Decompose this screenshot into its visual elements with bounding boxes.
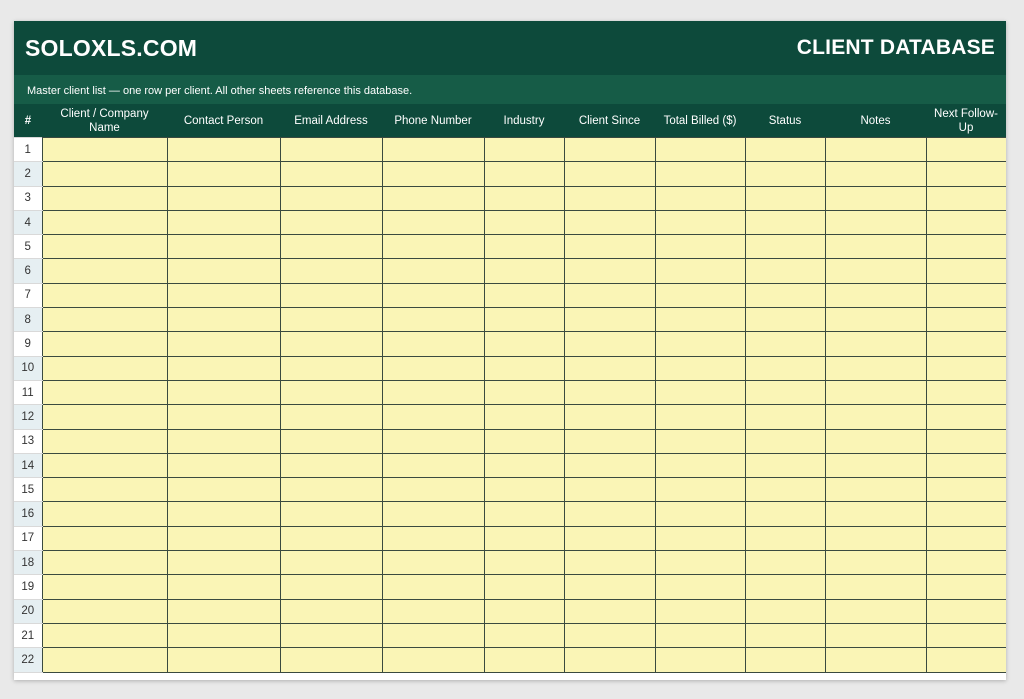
cell-client-since[interactable] xyxy=(564,380,655,404)
cell-email-address[interactable] xyxy=(280,235,382,259)
cell-client-company[interactable] xyxy=(42,429,167,453)
cell-next-follow-up[interactable] xyxy=(926,648,1006,672)
cell-client-since[interactable] xyxy=(564,599,655,623)
cell-next-follow-up[interactable] xyxy=(926,502,1006,526)
table-row xyxy=(14,235,1006,259)
cell-email-address[interactable] xyxy=(280,138,382,162)
cell-client-company[interactable] xyxy=(42,235,167,259)
row-number: 9 xyxy=(14,332,42,356)
cell-client-since[interactable] xyxy=(564,429,655,453)
table-row xyxy=(14,138,1006,162)
cell-email-address[interactable] xyxy=(280,332,382,356)
cell-industry[interactable] xyxy=(484,162,564,186)
cell-email-address[interactable] xyxy=(280,186,382,210)
column-header-phone-number: Phone Number xyxy=(382,104,484,138)
table-row xyxy=(14,405,1006,429)
cell-status[interactable] xyxy=(745,478,825,502)
cell-email-address[interactable] xyxy=(280,551,382,575)
cell-phone-number[interactable] xyxy=(382,623,484,647)
cell-client-since[interactable] xyxy=(564,259,655,283)
cell-email-address[interactable] xyxy=(280,502,382,526)
cell-total-billed[interactable] xyxy=(655,259,745,283)
sheet-title: CLIENT DATABASE xyxy=(796,36,995,59)
cell-total-billed[interactable] xyxy=(655,283,745,307)
column-header-industry: Industry xyxy=(484,104,564,138)
cell-contact-person[interactable] xyxy=(167,478,280,502)
cell-status[interactable] xyxy=(745,380,825,404)
cell-industry[interactable] xyxy=(484,502,564,526)
cell-next-follow-up[interactable] xyxy=(926,308,1006,332)
cell-phone-number[interactable] xyxy=(382,453,484,477)
cell-phone-number[interactable] xyxy=(382,283,484,307)
cell-client-company[interactable] xyxy=(42,599,167,623)
cell-total-billed[interactable] xyxy=(655,235,745,259)
cell-client-company[interactable] xyxy=(42,551,167,575)
subtitle-bar xyxy=(14,75,1006,104)
cell-notes[interactable] xyxy=(825,623,926,647)
row-number: 14 xyxy=(14,453,42,477)
cell-client-company[interactable] xyxy=(42,356,167,380)
cell-total-billed[interactable] xyxy=(655,162,745,186)
cell-industry[interactable] xyxy=(484,405,564,429)
table-row xyxy=(14,599,1006,623)
cell-industry[interactable] xyxy=(484,186,564,210)
cell-client-company[interactable] xyxy=(42,502,167,526)
cell-notes[interactable] xyxy=(825,648,926,672)
cell-client-since[interactable] xyxy=(564,526,655,550)
cell-status[interactable] xyxy=(745,138,825,162)
cell-industry[interactable] xyxy=(484,453,564,477)
cell-industry[interactable] xyxy=(484,526,564,550)
cell-notes[interactable] xyxy=(825,283,926,307)
cell-phone-number[interactable] xyxy=(382,235,484,259)
table-row xyxy=(14,453,1006,477)
cell-notes[interactable] xyxy=(825,235,926,259)
cell-notes[interactable] xyxy=(825,332,926,356)
cell-status[interactable] xyxy=(745,162,825,186)
cell-client-since[interactable] xyxy=(564,648,655,672)
cell-next-follow-up[interactable] xyxy=(926,575,1006,599)
table-header-row xyxy=(14,104,1006,138)
column-header-notes: Notes xyxy=(825,104,926,138)
table-row xyxy=(14,551,1006,575)
cell-status[interactable] xyxy=(745,308,825,332)
cell-next-follow-up[interactable] xyxy=(926,138,1006,162)
cell-total-billed[interactable] xyxy=(655,478,745,502)
table-row xyxy=(14,332,1006,356)
cell-notes[interactable] xyxy=(825,356,926,380)
cell-email-address[interactable] xyxy=(280,405,382,429)
cell-client-company[interactable] xyxy=(42,138,167,162)
cell-client-company[interactable] xyxy=(42,405,167,429)
cell-total-billed[interactable] xyxy=(655,502,745,526)
cell-industry[interactable] xyxy=(484,210,564,234)
cell-next-follow-up[interactable] xyxy=(926,332,1006,356)
cell-total-billed[interactable] xyxy=(655,599,745,623)
cell-email-address[interactable] xyxy=(280,308,382,332)
cell-notes[interactable] xyxy=(825,526,926,550)
cell-next-follow-up[interactable] xyxy=(926,380,1006,404)
table-row xyxy=(14,186,1006,210)
cell-phone-number[interactable] xyxy=(382,599,484,623)
row-number: 17 xyxy=(14,526,42,550)
column-header-number: # xyxy=(14,104,42,138)
cell-status[interactable] xyxy=(745,648,825,672)
cell-contact-person[interactable] xyxy=(167,599,280,623)
cell-status[interactable] xyxy=(745,332,825,356)
cell-industry[interactable] xyxy=(484,575,564,599)
cell-total-billed[interactable] xyxy=(655,623,745,647)
cell-phone-number[interactable] xyxy=(382,186,484,210)
cell-client-company[interactable] xyxy=(42,332,167,356)
table-row xyxy=(14,162,1006,186)
cell-total-billed[interactable] xyxy=(655,186,745,210)
client-table xyxy=(14,104,1006,673)
cell-industry[interactable] xyxy=(484,308,564,332)
cell-contact-person[interactable] xyxy=(167,453,280,477)
cell-total-billed[interactable] xyxy=(655,526,745,550)
table-row xyxy=(14,429,1006,453)
cell-contact-person[interactable] xyxy=(167,210,280,234)
brand-logo-text: SOLOXLS.COM xyxy=(25,34,198,61)
cell-status[interactable] xyxy=(745,429,825,453)
cell-next-follow-up[interactable] xyxy=(926,453,1006,477)
cell-next-follow-up[interactable] xyxy=(926,259,1006,283)
cell-next-follow-up[interactable] xyxy=(926,478,1006,502)
cell-total-billed[interactable] xyxy=(655,308,745,332)
cell-client-since[interactable] xyxy=(564,453,655,477)
cell-industry[interactable] xyxy=(484,259,564,283)
cell-phone-number[interactable] xyxy=(382,551,484,575)
cell-contact-person[interactable] xyxy=(167,526,280,550)
cell-contact-person[interactable] xyxy=(167,283,280,307)
cell-notes[interactable] xyxy=(825,308,926,332)
cell-contact-person[interactable] xyxy=(167,502,280,526)
table-row xyxy=(14,308,1006,332)
cell-industry[interactable] xyxy=(484,623,564,647)
cell-status[interactable] xyxy=(745,259,825,283)
cell-notes[interactable] xyxy=(825,162,926,186)
cell-status[interactable] xyxy=(745,453,825,477)
cell-phone-number[interactable] xyxy=(382,575,484,599)
table-row xyxy=(14,259,1006,283)
cell-notes[interactable] xyxy=(825,502,926,526)
row-number: 2 xyxy=(14,162,42,186)
cell-notes[interactable] xyxy=(825,210,926,234)
cell-contact-person[interactable] xyxy=(167,405,280,429)
cell-phone-number[interactable] xyxy=(382,380,484,404)
cell-contact-person[interactable] xyxy=(167,308,280,332)
cell-email-address[interactable] xyxy=(280,162,382,186)
cell-status[interactable] xyxy=(745,210,825,234)
cell-client-since[interactable] xyxy=(564,210,655,234)
cell-status[interactable] xyxy=(745,551,825,575)
cell-phone-number[interactable] xyxy=(382,356,484,380)
cell-total-billed[interactable] xyxy=(655,138,745,162)
cell-phone-number[interactable] xyxy=(382,429,484,453)
cell-client-since[interactable] xyxy=(564,186,655,210)
cell-notes[interactable] xyxy=(825,186,926,210)
column-header-status: Status xyxy=(745,104,825,138)
cell-email-address[interactable] xyxy=(280,648,382,672)
cell-contact-person[interactable] xyxy=(167,429,280,453)
cell-client-since[interactable] xyxy=(564,308,655,332)
cell-notes[interactable] xyxy=(825,429,926,453)
cell-next-follow-up[interactable] xyxy=(926,429,1006,453)
cell-phone-number[interactable] xyxy=(382,405,484,429)
cell-industry[interactable] xyxy=(484,478,564,502)
cell-next-follow-up[interactable] xyxy=(926,405,1006,429)
cell-contact-person[interactable] xyxy=(167,623,280,647)
table-row xyxy=(14,575,1006,599)
cell-contact-person[interactable] xyxy=(167,138,280,162)
row-number: 6 xyxy=(14,259,42,283)
cell-total-billed[interactable] xyxy=(655,648,745,672)
cell-email-address[interactable] xyxy=(280,380,382,404)
cell-status[interactable] xyxy=(745,186,825,210)
cell-phone-number[interactable] xyxy=(382,210,484,234)
cell-status[interactable] xyxy=(745,599,825,623)
cell-notes[interactable] xyxy=(825,599,926,623)
cell-email-address[interactable] xyxy=(280,356,382,380)
row-number: 15 xyxy=(14,478,42,502)
cell-total-billed[interactable] xyxy=(655,210,745,234)
table-row xyxy=(14,526,1006,550)
row-number: 13 xyxy=(14,429,42,453)
cell-client-company[interactable] xyxy=(42,623,167,647)
cell-client-company[interactable] xyxy=(42,380,167,404)
cell-status[interactable] xyxy=(745,575,825,599)
cell-client-company[interactable] xyxy=(42,162,167,186)
row-number: 5 xyxy=(14,235,42,259)
cell-phone-number[interactable] xyxy=(382,332,484,356)
row-number: 21 xyxy=(14,623,42,647)
cell-client-company[interactable] xyxy=(42,575,167,599)
cell-total-billed[interactable] xyxy=(655,453,745,477)
table-row xyxy=(14,478,1006,502)
table-body xyxy=(14,138,1006,673)
cell-next-follow-up[interactable] xyxy=(926,623,1006,647)
cell-client-company[interactable] xyxy=(42,526,167,550)
cell-email-address[interactable] xyxy=(280,599,382,623)
table-row xyxy=(14,648,1006,672)
row-number: 20 xyxy=(14,599,42,623)
cell-client-since[interactable] xyxy=(564,332,655,356)
cell-notes[interactable] xyxy=(825,380,926,404)
row-number: 10 xyxy=(14,356,42,380)
column-header-total-billed: Total Billed ($) xyxy=(655,104,745,138)
cell-client-company[interactable] xyxy=(42,453,167,477)
cell-total-billed[interactable] xyxy=(655,575,745,599)
cell-email-address[interactable] xyxy=(280,575,382,599)
cell-status[interactable] xyxy=(745,526,825,550)
cell-phone-number[interactable] xyxy=(382,162,484,186)
cell-total-billed[interactable] xyxy=(655,380,745,404)
cell-next-follow-up[interactable] xyxy=(926,210,1006,234)
cell-client-company[interactable] xyxy=(42,478,167,502)
cell-next-follow-up[interactable] xyxy=(926,599,1006,623)
cell-contact-person[interactable] xyxy=(167,380,280,404)
cell-next-follow-up[interactable] xyxy=(926,356,1006,380)
cell-email-address[interactable] xyxy=(280,283,382,307)
cell-client-since[interactable] xyxy=(564,502,655,526)
table-row xyxy=(14,356,1006,380)
row-number: 3 xyxy=(14,186,42,210)
cell-client-since[interactable] xyxy=(564,405,655,429)
cell-client-since[interactable] xyxy=(564,356,655,380)
cell-phone-number[interactable] xyxy=(382,648,484,672)
cell-client-company[interactable] xyxy=(42,186,167,210)
row-number: 8 xyxy=(14,308,42,332)
cell-email-address[interactable] xyxy=(280,453,382,477)
cell-client-company[interactable] xyxy=(42,308,167,332)
cell-client-company[interactable] xyxy=(42,648,167,672)
table-row xyxy=(14,380,1006,404)
row-number: 11 xyxy=(14,380,42,404)
cell-status[interactable] xyxy=(745,405,825,429)
row-number: 1 xyxy=(14,138,42,162)
cell-status[interactable] xyxy=(745,283,825,307)
cell-industry[interactable] xyxy=(484,599,564,623)
cell-industry[interactable] xyxy=(484,648,564,672)
column-header-next-follow-up: Next Follow-Up xyxy=(926,104,1006,138)
cell-phone-number[interactable] xyxy=(382,138,484,162)
cell-next-follow-up[interactable] xyxy=(926,551,1006,575)
row-number: 16 xyxy=(14,502,42,526)
cell-client-since[interactable] xyxy=(564,283,655,307)
cell-contact-person[interactable] xyxy=(167,162,280,186)
cell-notes[interactable] xyxy=(825,551,926,575)
spreadsheet xyxy=(14,21,1006,680)
column-header-client-company: Client / Company Name xyxy=(42,104,167,138)
cell-industry[interactable] xyxy=(484,429,564,453)
cell-status[interactable] xyxy=(745,502,825,526)
cell-client-company[interactable] xyxy=(42,283,167,307)
cell-phone-number[interactable] xyxy=(382,502,484,526)
cell-next-follow-up[interactable] xyxy=(926,162,1006,186)
cell-industry[interactable] xyxy=(484,551,564,575)
cell-next-follow-up[interactable] xyxy=(926,283,1006,307)
cell-phone-number[interactable] xyxy=(382,259,484,283)
cell-email-address[interactable] xyxy=(280,259,382,283)
cell-email-address[interactable] xyxy=(280,478,382,502)
row-number: 18 xyxy=(14,551,42,575)
cell-status[interactable] xyxy=(745,623,825,647)
cell-client-since[interactable] xyxy=(564,623,655,647)
cell-phone-number[interactable] xyxy=(382,308,484,332)
cell-phone-number[interactable] xyxy=(382,526,484,550)
cell-total-billed[interactable] xyxy=(655,429,745,453)
row-number: 4 xyxy=(14,210,42,234)
cell-industry[interactable] xyxy=(484,356,564,380)
cell-notes[interactable] xyxy=(825,259,926,283)
cell-client-since[interactable] xyxy=(564,551,655,575)
cell-status[interactable] xyxy=(745,235,825,259)
cell-email-address[interactable] xyxy=(280,623,382,647)
cell-contact-person[interactable] xyxy=(167,235,280,259)
column-header-contact-person: Contact Person xyxy=(167,104,280,138)
row-number: 7 xyxy=(14,283,42,307)
cell-email-address[interactable] xyxy=(280,429,382,453)
cell-industry[interactable] xyxy=(484,138,564,162)
cell-client-since[interactable] xyxy=(564,138,655,162)
cell-phone-number[interactable] xyxy=(382,478,484,502)
cell-client-since[interactable] xyxy=(564,575,655,599)
cell-contact-person[interactable] xyxy=(167,332,280,356)
cell-industry[interactable] xyxy=(484,235,564,259)
cell-email-address[interactable] xyxy=(280,526,382,550)
table-row xyxy=(14,283,1006,307)
cell-next-follow-up[interactable] xyxy=(926,235,1006,259)
cell-notes[interactable] xyxy=(825,575,926,599)
cell-notes[interactable] xyxy=(825,405,926,429)
cell-next-follow-up[interactable] xyxy=(926,526,1006,550)
cell-total-billed[interactable] xyxy=(655,405,745,429)
cell-industry[interactable] xyxy=(484,380,564,404)
cell-notes[interactable] xyxy=(825,138,926,162)
cell-total-billed[interactable] xyxy=(655,332,745,356)
cell-status[interactable] xyxy=(745,356,825,380)
row-number: 22 xyxy=(14,648,42,672)
cell-total-billed[interactable] xyxy=(655,551,745,575)
cell-total-billed[interactable] xyxy=(655,356,745,380)
table-row xyxy=(14,502,1006,526)
cell-contact-person[interactable] xyxy=(167,648,280,672)
cell-contact-person[interactable] xyxy=(167,551,280,575)
title-bar xyxy=(14,21,1006,75)
cell-client-since[interactable] xyxy=(564,235,655,259)
table-row xyxy=(14,623,1006,647)
cell-contact-person[interactable] xyxy=(167,356,280,380)
cell-next-follow-up[interactable] xyxy=(926,186,1006,210)
cell-contact-person[interactable] xyxy=(167,186,280,210)
cell-contact-person[interactable] xyxy=(167,575,280,599)
cell-client-since[interactable] xyxy=(564,478,655,502)
column-header-client-since: Client Since xyxy=(564,104,655,138)
cell-email-address[interactable] xyxy=(280,210,382,234)
cell-notes[interactable] xyxy=(825,478,926,502)
row-number: 12 xyxy=(14,405,42,429)
row-number: 19 xyxy=(14,575,42,599)
subtitle-text: Master client list — one row per client. All other sheets reference this database. xyxy=(27,85,413,97)
cell-client-since[interactable] xyxy=(564,162,655,186)
column-header-email-address: Email Address xyxy=(280,104,382,138)
table-row xyxy=(14,210,1006,234)
cell-client-company[interactable] xyxy=(42,259,167,283)
cell-industry[interactable] xyxy=(484,283,564,307)
cell-industry[interactable] xyxy=(484,332,564,356)
cell-contact-person[interactable] xyxy=(167,259,280,283)
cell-notes[interactable] xyxy=(825,453,926,477)
cell-client-company[interactable] xyxy=(42,210,167,234)
